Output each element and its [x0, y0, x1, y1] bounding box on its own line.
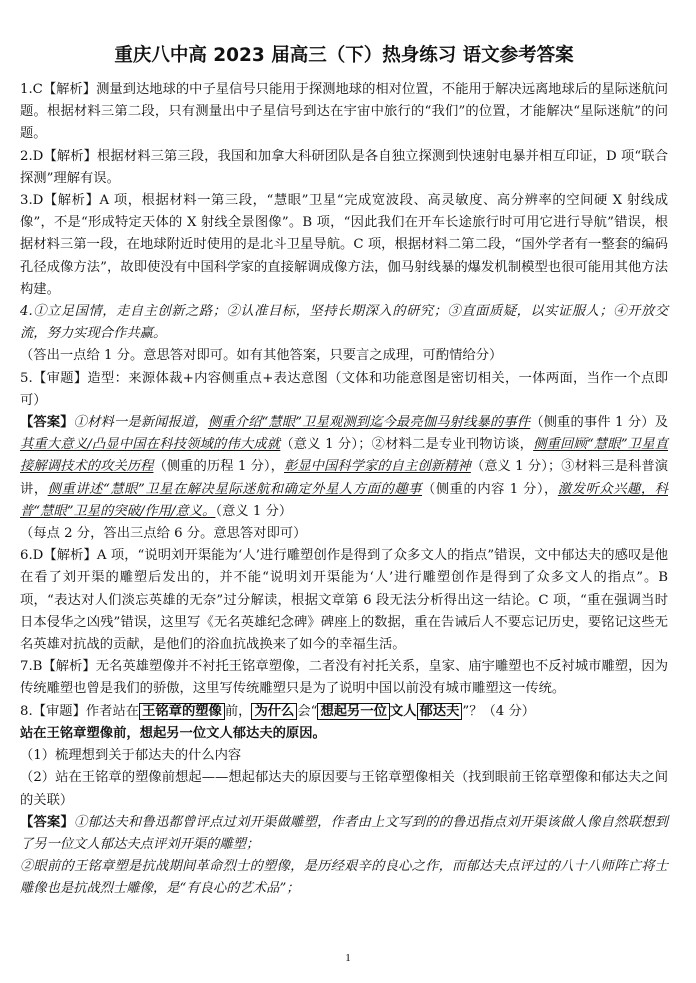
answer-q3: 3.D【解析】A 项，根据材料一第三段，“慧眼”卫星“完成宽波段、高灵敏度、高分辨率的空间硬 X 射线成像”，不是“形成特定天体的 X 射线全景图像”。B 项，“因此我们在开车长途旅行时可用它进行导航”错误，根据材料三第一段，在地球附近时使用的是北斗卫星导航。C 项，根据材料二第二段，“国外学者有一整套的编码孔径成像方法”，故即使没有中国科学家的直接解调成像方法，伽马射线暴的爆发机制模型也很可能用其他方法构建。: [20, 193, 668, 297]
q5-point2-meaning: 彰显中国科学家的自主创新精神: [283, 459, 471, 475]
q5-score3: （侧重的历程 1 分），: [153, 459, 284, 475]
q5-score4: （意义 1 分）；③材料三是科普演讲，: [20, 459, 669, 497]
q5-score2: （意义 1 分）；②材料二是专业刊物访谈，: [280, 437, 534, 453]
q5-point3-meaning: 激发听众兴趣，科普“慧眼”卫星的突破/作用/意义。: [20, 481, 668, 519]
q5-point3-underlined: 侧重讲述“慧眼”卫星在解决星际迷航和确定外星人方面的趣事: [47, 481, 423, 497]
answer-q8-point2: ②眼前的王铭章塑是抗战期间革命烈士的塑像，是历经艰辛的良心之作，而郁达夫点评过的八十八师阵亡将士雕像也是抗战烈士雕像，是“有良心的艺术品”；: [20, 859, 668, 897]
q5-score6: （意义 1 分）: [215, 503, 293, 519]
answer-q2: 2.D【解析】根据材料三第三段，我国和加拿大科研团队是各自独立探测到快速射电暴并相互印证，D 项“联合探测”理解有误。: [20, 148, 668, 186]
q5-point1: ①材料一是新闻报道，: [73, 415, 208, 431]
answer-q8-step2: （2）站在王铭章的塑像前想起——想起郁达夫的原因要与王铭章塑像相关（找到眼前王铭章塑像和郁达夫之间的关联）: [20, 770, 668, 808]
answer-q8-stem: [20, 701, 668, 723]
q8-mid2: 会“: [297, 703, 318, 719]
answer-q5-note: （每点 2 分，答出三点给 6 分。意思答对即可）: [20, 526, 307, 542]
answer-q5-body: [20, 412, 668, 523]
q8-mid3: 文人: [389, 703, 417, 719]
answer-q8-step1: （1）梳理想到关于郁达夫的什么内容: [20, 748, 242, 764]
q8-boxed-why: 为什么: [251, 703, 297, 720]
q8-point1-text: ①郁达夫和鲁迅都曾评点过刘开渠做雕塑，作者由上文写到的的鲁迅指点刘开渠该做人像自然联想到了另一位文人郁达夫点评刘开渠的雕塑；: [20, 814, 669, 852]
answer-label: 【答案】: [20, 814, 75, 830]
q5-point1-meaning: 其重大意义/凸显中国在科技领域的伟大成就: [20, 437, 281, 453]
q5-score1: （侧重的事件 1 分）及: [530, 415, 668, 431]
answer-label: 【答案】: [20, 415, 74, 431]
answer-q5-stem: 5.【审题】造型：来源体裁+内容侧重点+表达意图（文体和功能意图是密切相关，一体两面，当作一个点即可）: [20, 370, 668, 408]
q8-pre: 8.【审题】作者站在: [20, 703, 140, 719]
answer-q4: 4.①立足国情，走自主创新之路；②认准目标，坚持长期深入的研究；③直面质疑，以实证服人；④开放交流，努力实现合作共赢。: [20, 304, 668, 342]
answer-q8-point1: [20, 812, 668, 856]
q5-score5: （侧重的内容 1 分），: [422, 481, 558, 497]
q8-boxed-recall: 想起另一位: [317, 703, 389, 720]
q8-boxed-statue: 王铭章的塑像: [139, 703, 225, 720]
q8-mid1: 前，: [224, 703, 252, 719]
answer-q7: 7.B【解析】无名英雄塑像并不衬托王铭章塑像，二者没有衬托关系，皇家、庙宇雕塑也不反衬城市雕塑，因为传统雕塑也曾是我们的骄傲，这里写传统雕塑只是为了说明中国以前没有城市雕塑这一传统。: [20, 659, 668, 697]
q8-boxed-yudafu: 郁达夫: [417, 703, 463, 720]
answer-q8-bold: 站在王铭章塑像前，想起另一位文人郁达夫的原因。: [20, 725, 326, 741]
answer-q4-note: （答出一点给 1 分。意思答对即可。如有其他答案，只要言之成理，可酌情给分）: [20, 348, 503, 364]
answer-q6: 6.D【解析】A 项，“说明刘开渠能为‘人’进行雕塑创作是得到了众多文人的指点”错误，文中郁达夫的感叹是他在看了刘开渠的雕塑后发出的，并不能“说明刘开渠能为‘人’进行雕塑创作是得到了众多文人的指点”。B 项，“表达对人们淡忘英雄的无奈”过分解读，根据文章第 6 段无法分析得出这一结论。C 项，“重在强调当时日本侵华之凶残”错误，这里写《无名英雄纪念碑》碑座上的数据，重在告诫后人不要忘记历史，要铭记这些无名英雄对抗战的贡献，是他们的浴血抗战换来了如今的幸福生活。: [20, 548, 668, 653]
q8-post: ”？（4 分）: [462, 703, 536, 719]
q5-point1-underlined: 侧重介绍“慧眼”卫星观测到迄今最亮伽马射线暴的事件: [207, 415, 531, 431]
page-number: 1: [345, 952, 351, 964]
answer-q1: 1.C【解析】测量到达地球的中子星信号只能用于探测地球的相对位置，不能用于解决远离地球后的星际迷航问题。根据材料三第二段，只有测量出中子星信号到达在宇宙中旅行的“我们”的位置，才能解决“星际迷航”的问题。: [20, 82, 668, 142]
q5-point2-underlined: 侧重回顾“慧眼”卫星直接解调技术的攻关历程: [20, 437, 669, 475]
document-title: 重庆八中高 2023 届高三（下）热身练习 语文参考答案: [114, 45, 574, 66]
